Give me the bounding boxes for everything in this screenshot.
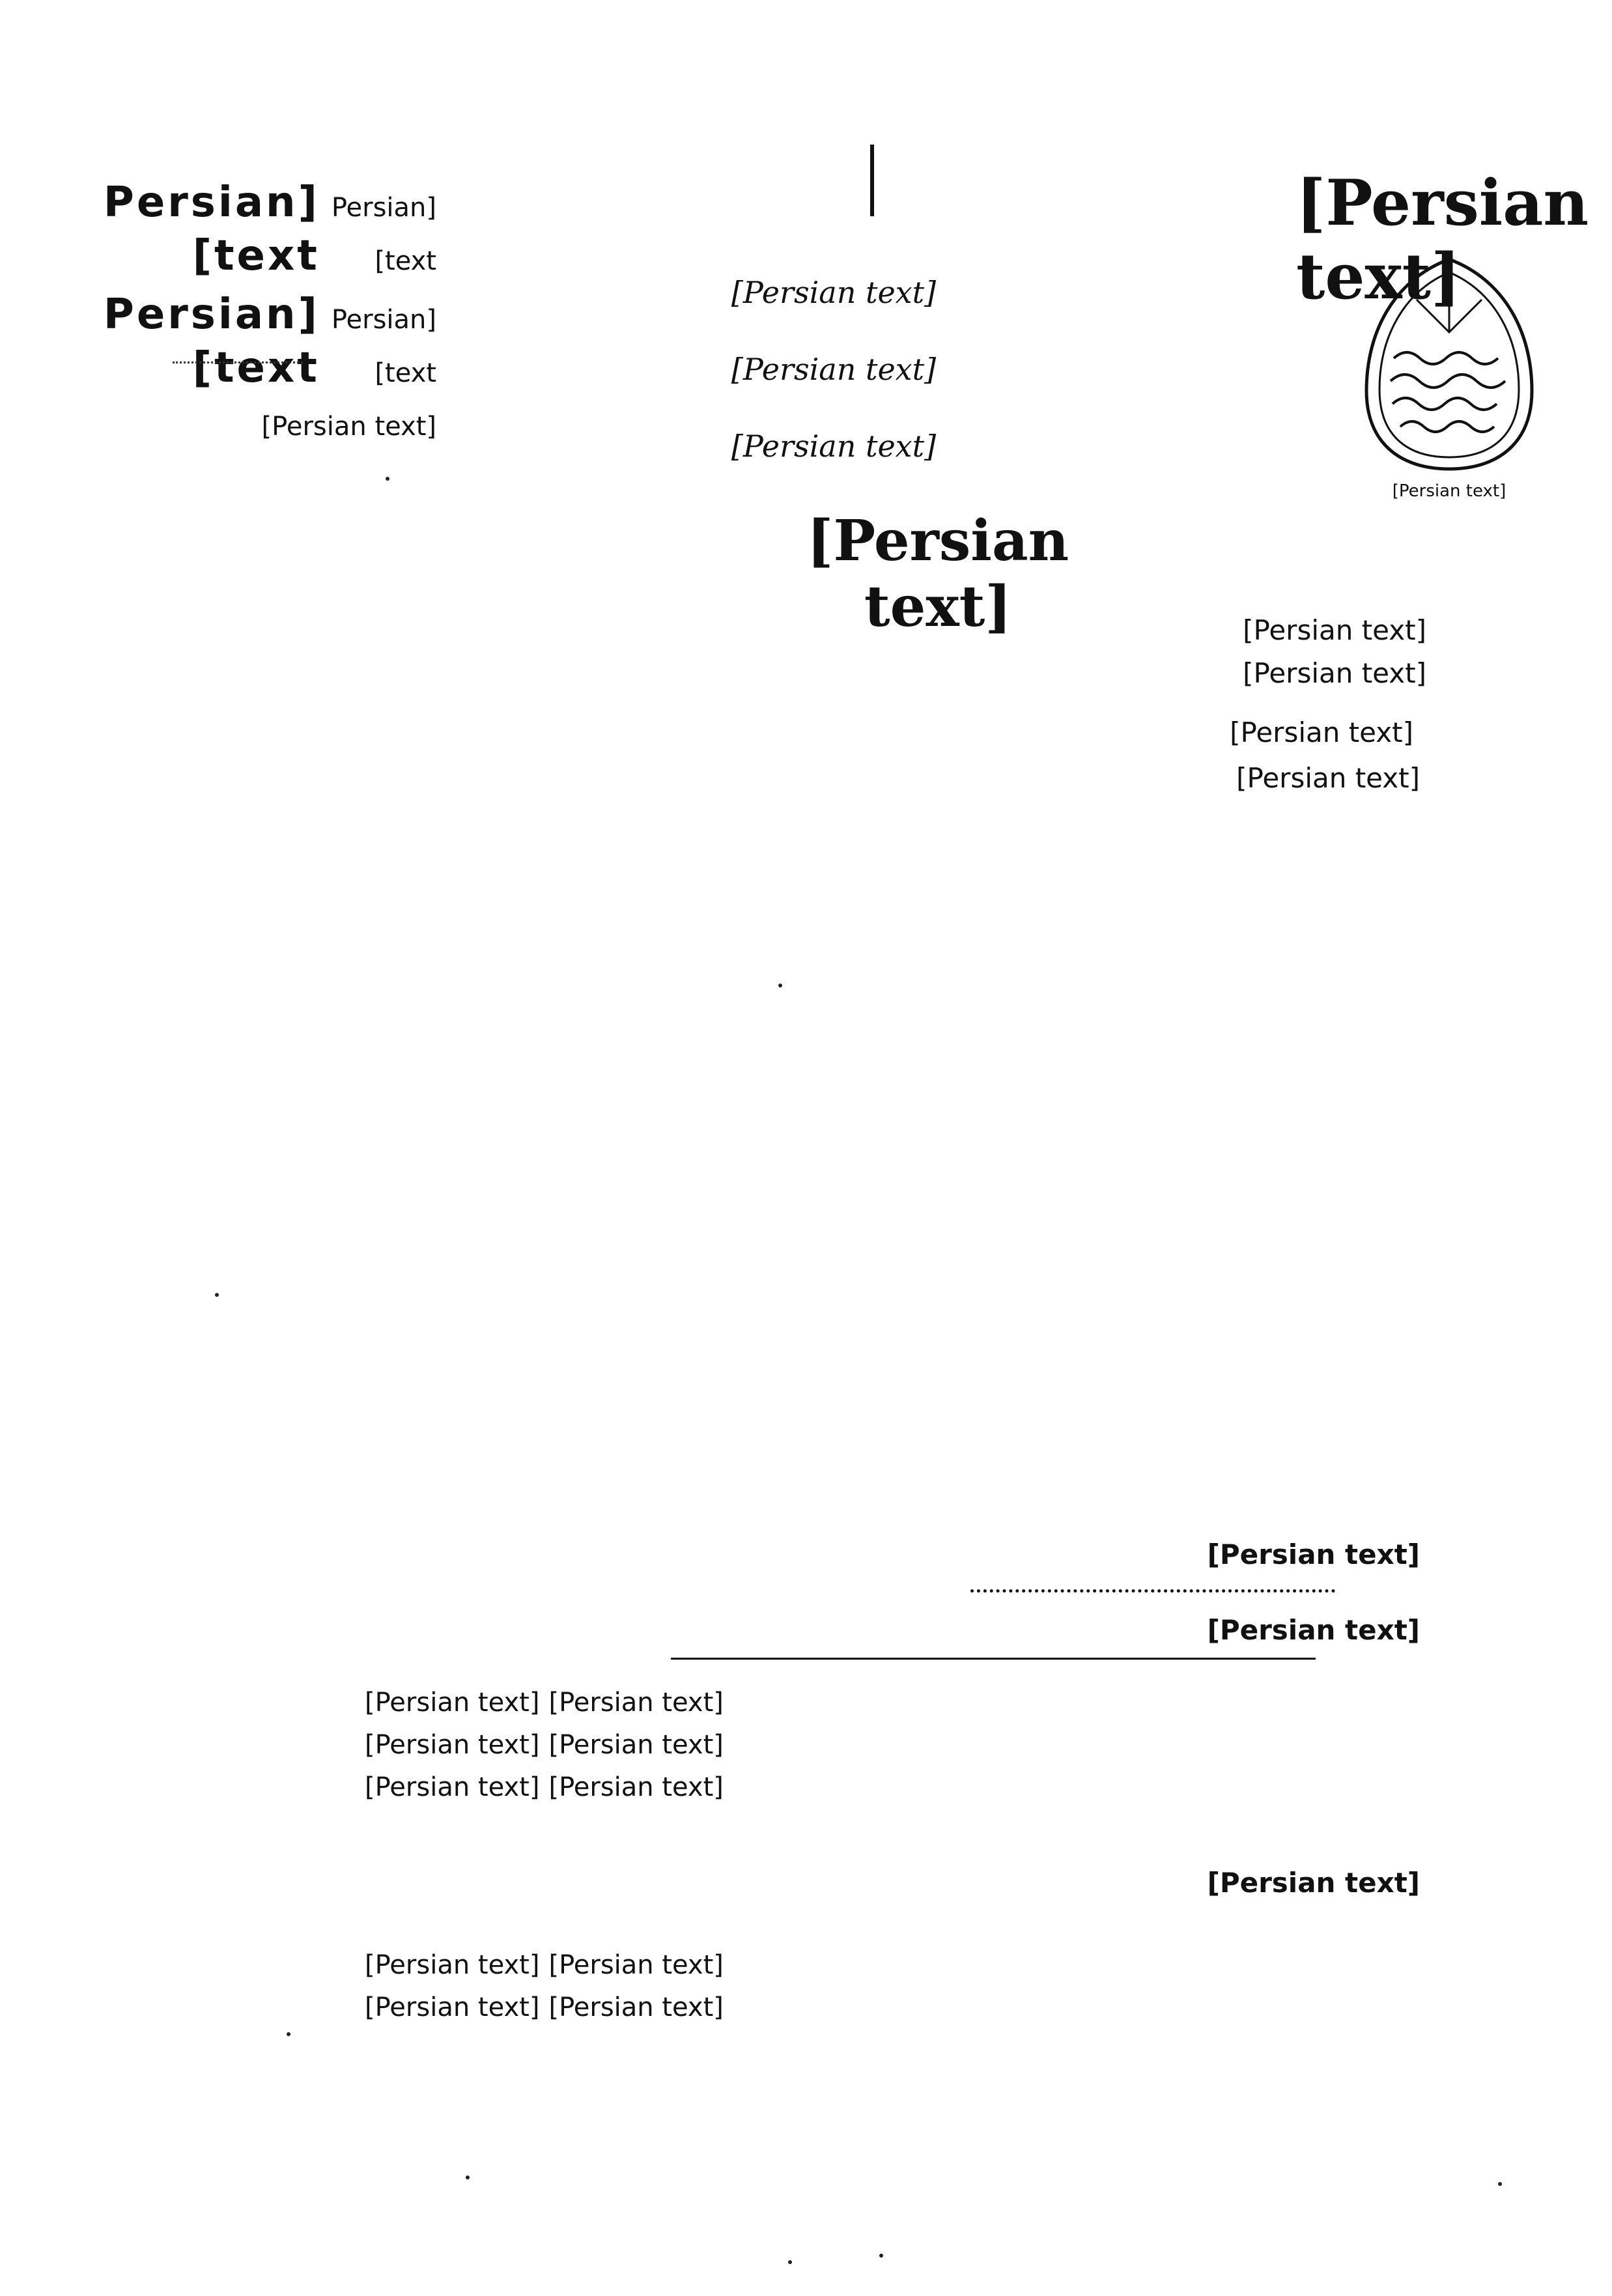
letterhead-council: [Persian text] — [731, 429, 937, 464]
document-title: [Persian text] — [806, 508, 1069, 640]
reference-block — [103, 176, 436, 453]
letterhead-invocation: [Persian text] — [731, 275, 937, 310]
scan-speck — [879, 2254, 883, 2258]
scan-speck — [788, 2260, 792, 2264]
list-item — [365, 1724, 1420, 1766]
scan-speck — [386, 477, 389, 481]
body-text — [352, 756, 1420, 801]
attachment-row — [137, 400, 436, 453]
body-paragraph: [Persian text] — [1236, 762, 1420, 794]
letterhead — [651, 254, 1016, 485]
reference-date: [Persian text] — [103, 291, 320, 392]
reference-number-row — [103, 176, 436, 288]
scan-speck — [466, 2176, 470, 2179]
addressee-line-2: [Persian text] — [1243, 657, 1426, 689]
top-mark — [870, 145, 874, 216]
list-item-text: [Persian text] — [548, 1688, 724, 1718]
list-item — [365, 1682, 1420, 1724]
section-b-heading: [Persian text] — [1207, 1867, 1420, 1899]
list-item-text: [Persian text] — [548, 1772, 724, 1802]
scan-speck — [1498, 2182, 1502, 2186]
list-item-text: [Persian text] — [548, 1950, 724, 1980]
list-item-text: [Persian text] — [548, 1730, 724, 1760]
list-item-text: [Persian text] — [548, 1992, 724, 2022]
seal-caption: [Persian text] — [1392, 481, 1506, 501]
page-number: [Persian text] — [1296, 166, 1589, 313]
reference-number: [Persian text] — [103, 178, 320, 280]
letterhead-country: [Persian text] — [731, 352, 937, 387]
list-item-number: [Persian text] — [365, 1772, 540, 1802]
greeting: [Persian text] — [1230, 716, 1413, 748]
scan-speck — [778, 984, 782, 987]
list-item — [365, 1987, 1420, 2029]
section-a-heading: [Persian text] — [1207, 1614, 1420, 1646]
heading-dotted-underline — [970, 1589, 1335, 1593]
scan-speck — [287, 2032, 290, 2036]
list-item-number: [Persian text] — [365, 1992, 540, 2022]
reference-number-label: [Persian text] — [331, 193, 436, 276]
list-item — [365, 1944, 1420, 1987]
section-a-rule — [671, 1658, 1316, 1660]
list-item-number: [Persian text] — [365, 1730, 540, 1760]
section-a-list — [365, 1682, 1420, 1809]
addressee-block — [782, 609, 1426, 695]
section-b-list — [365, 1944, 1420, 2029]
list-item — [365, 1766, 1420, 1809]
addressee-line-1: [Persian text] — [1243, 614, 1426, 646]
official-seal — [1355, 254, 1544, 515]
reference-date-label: [Persian text] — [331, 305, 436, 388]
reference-date-row — [103, 288, 436, 400]
list-item-number: [Persian text] — [365, 1688, 540, 1718]
attachment-dotted-line — [173, 361, 303, 363]
attachment-label: [Persian text] — [261, 412, 436, 442]
summary-heading: [Persian text] — [1207, 1538, 1420, 1570]
scan-speck — [215, 1293, 219, 1297]
list-item-number: [Persian text] — [365, 1950, 540, 1980]
